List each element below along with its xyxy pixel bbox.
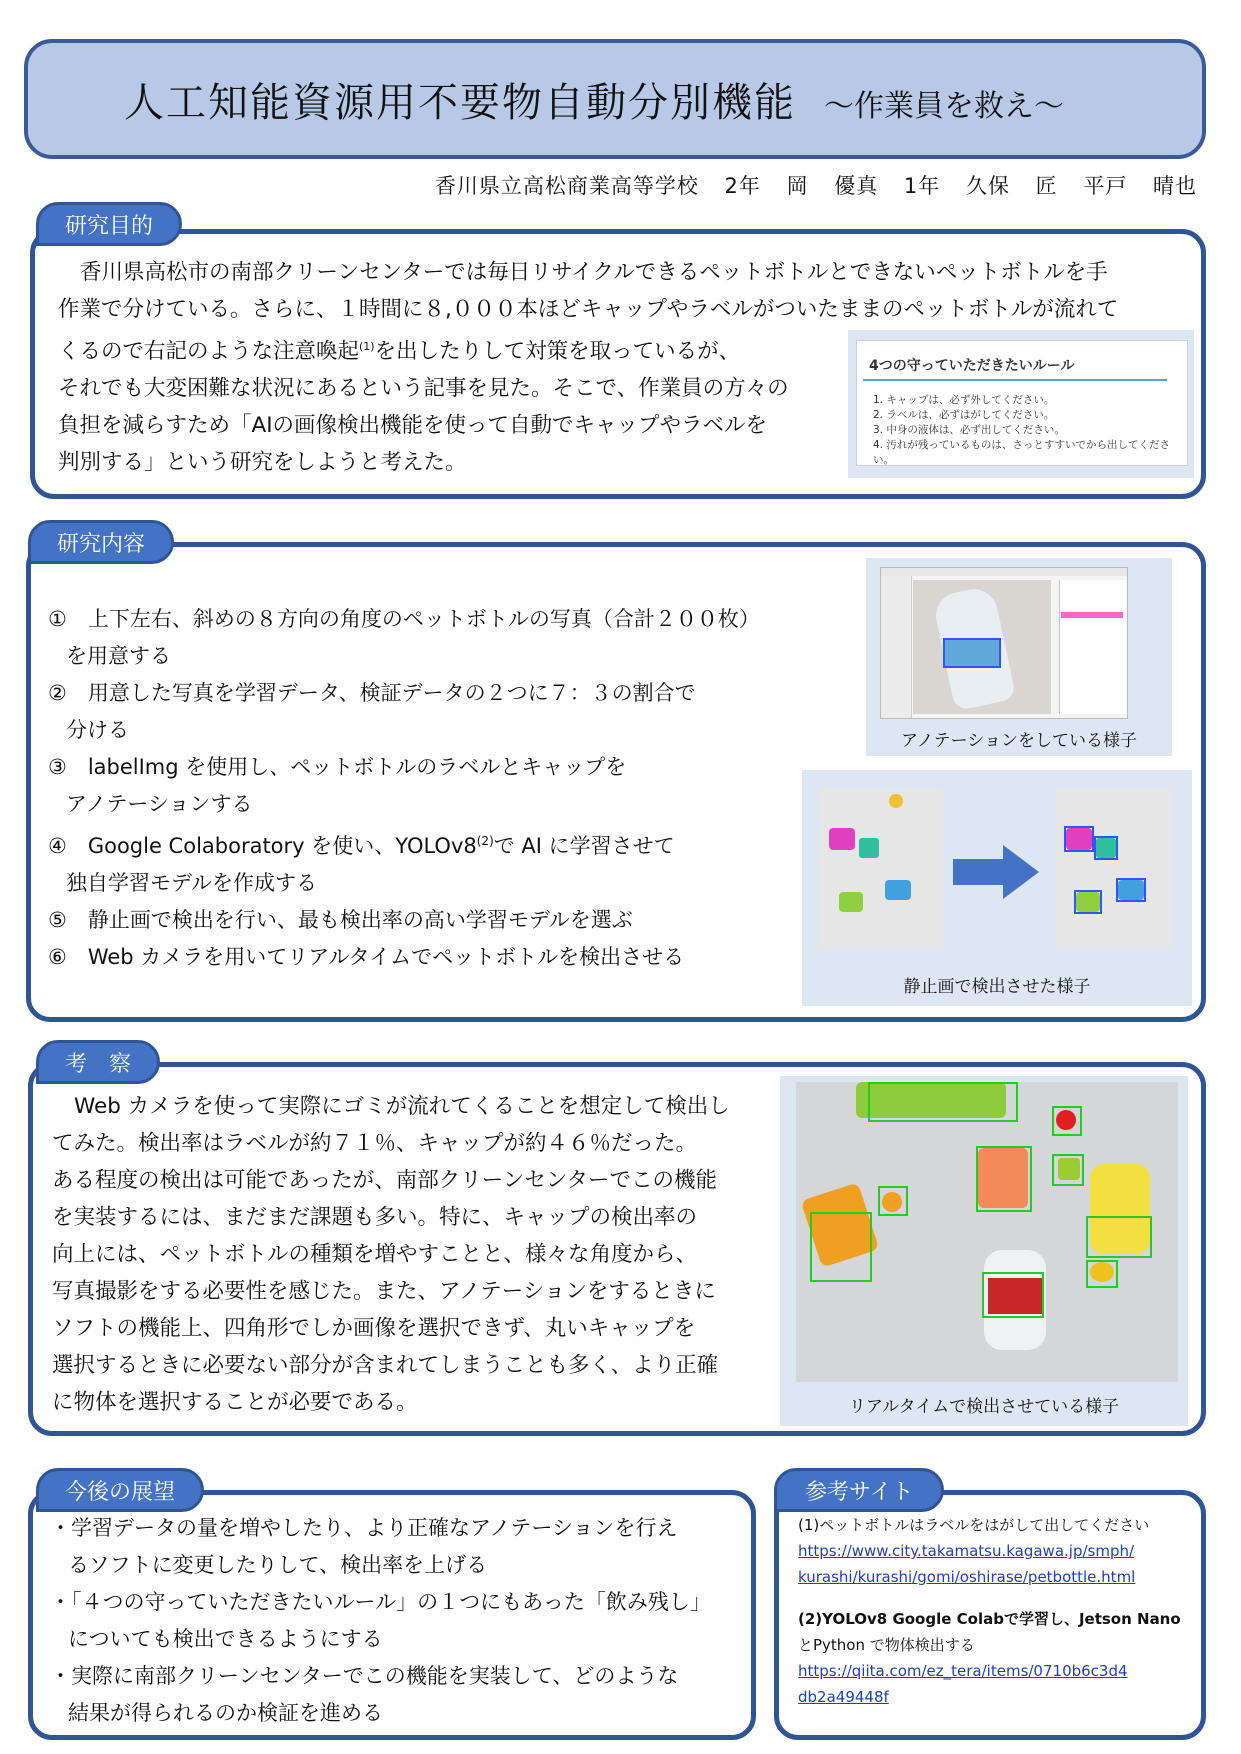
discussion-line: ソフトの機能上、四角形でしか画像を選択できず、丸いキャップを: [52, 1316, 696, 1341]
static-caption: 静止画で検出させた様子: [903, 977, 1091, 997]
detection-box: [1116, 878, 1146, 902]
arrow-head-icon: [1003, 845, 1039, 899]
detection-box: [878, 1186, 908, 1216]
detection-box: [1064, 826, 1094, 852]
page-subtitle: 〜作業員を救え〜: [824, 89, 1064, 124]
rule-item: 2. ラベルは、必ずはがしてください。: [873, 409, 1055, 421]
authors: 香川県立高松商業高等学校 2年 岡 優真 1年 久保 匠 平戸 晴也: [434, 174, 1197, 198]
static-before-photo: [819, 788, 943, 950]
detection-box: [1086, 1260, 1118, 1288]
ref2-title-line2: とPython で物体検出する: [798, 1636, 975, 1654]
ref2-link-line2[interactable]: db2a49448f: [798, 1688, 889, 1706]
discussion-line: Web カメラを使って実際にゴミが流れてくることを想定して検出し: [74, 1094, 730, 1119]
future-heading: 今後の展望: [36, 1468, 204, 1512]
page-title: 人工知能資源用不要物自動分別機能: [124, 80, 796, 126]
content-item-5: ⑤ 静止画で検出を行い、最も検出率の高い学習モデルを選ぶ: [48, 908, 633, 932]
discussion-line: てみた。検出率はラベルが約７１％、キャップが約４６％だった。: [52, 1131, 698, 1156]
detection-box: [810, 1212, 872, 1282]
content-item-3b: アノテーションする: [66, 792, 253, 816]
content-list: [48, 601, 828, 976]
discussion-line: ある程度の検出は可能であったが、南部クリーンセンターでこの機能: [52, 1168, 717, 1193]
purpose-line-2: 作業で分けている。さらに、１時間に８,０００本ほどキャップやラベルがついたままのペットボトルが流れて: [58, 297, 1119, 322]
realtime-detection-photo: [796, 1082, 1178, 1382]
purpose-line-1: 香川県高松市の南部クリーンセンターでは毎日リサイクルできるペットボトルとできないペットボトルを手: [80, 260, 1108, 285]
ref1-link-line1[interactable]: https://www.city.takamatsu.kagawa.jp/smph/: [798, 1542, 1135, 1560]
ref2-link-line1[interactable]: https://qiita.com/ez_tera/items/0710b6c3d4: [798, 1662, 1128, 1680]
label-bbox: [943, 638, 1001, 668]
footnote-2: (2): [476, 834, 494, 848]
purpose-heading: 研究目的: [36, 202, 182, 246]
rule-item: 4. 汚れが残っているものは、さっとすすいでから出してください。: [873, 439, 1170, 466]
rule-item: 1. キャップは、必ず外してください。: [873, 394, 1055, 406]
title-banner: [24, 39, 1206, 159]
references-list: [798, 1512, 1202, 1710]
future-item-3b: 結果が得られるのか検証を進める: [68, 1701, 383, 1725]
rules-card-title: 4つの守っていただきたいルール: [869, 358, 1075, 374]
arrow-right-icon: [953, 859, 1003, 885]
content-item-4-part2: で AI に学習させて: [493, 834, 675, 858]
references-heading: 参考サイト: [774, 1468, 944, 1512]
purpose-line-3a: くるので右記のような注意喚起: [58, 339, 360, 365]
content-heading: 研究内容: [28, 520, 174, 564]
ref2-title-line1: (2)YOLOv8 Google Colabで学習し、Jetson Nano: [798, 1610, 1181, 1628]
purpose-line-4: それでも大変困難な状況にあるという記事を見た。そこで、作業員の方々の: [58, 376, 789, 402]
future-item-3a: ・実際に南部クリーンセンターでこの機能を実装して、どのような: [50, 1664, 679, 1688]
rules-card-divider: [863, 379, 1167, 381]
detection-box: [1074, 890, 1102, 914]
rule-item: 3. 中身の液体は、必ず出してください。: [873, 424, 1065, 436]
future-item-1a: ・学習データの量を増やしたり、より正確なアノテーションを行え: [50, 1516, 678, 1540]
static-after-photo: [1056, 788, 1172, 950]
purpose-line-3b: を出したりして対策を取っているが、: [374, 339, 741, 365]
future-item-1b: るソフトに変更したりして、検出率を上げる: [68, 1553, 488, 1577]
discussion-line: 写真撮影をする必要性を感じた。また、アノテーションをするときに: [52, 1279, 716, 1304]
content-item-2b: 分ける: [66, 718, 129, 742]
annotation-caption: アノテーションをしている様子: [901, 731, 1137, 751]
rules-card-list: [873, 393, 1187, 468]
future-list: [50, 1510, 750, 1732]
ref1-link-line2[interactable]: kurashi/kurashi/gomi/oshirase/petbottle.html: [798, 1568, 1136, 1586]
purpose-line-6: 判別する」という研究をしようと考えた。: [58, 450, 467, 476]
content-item-4a: [48, 823, 828, 865]
discussion-line: 選択するときに必要ない部分が含まれてしまうことも多く、より正確: [52, 1353, 719, 1378]
discussion-line: に物体を選択することが必要である。: [52, 1390, 418, 1415]
discussion-line: を実装するには、まだまだ課題も多い。特に、キャップの検出率の: [52, 1205, 698, 1230]
content-item-4b: 独自学習モデルを作成する: [66, 871, 317, 895]
future-item-2a: ・「４つの守っていただきたいルール」の１つにもあった「飲み残し」: [50, 1590, 711, 1614]
discussion-line: 向上には、ペットボトルの種類を増やすことと、様々な角度から、: [52, 1242, 698, 1267]
footnote-1: (1): [359, 340, 375, 353]
content-item-1b: を用意する: [66, 644, 171, 668]
content-item-6: ⑥ Web カメラを用いてリアルタイムでペットボトルを検出させる: [48, 945, 685, 969]
detection-box: [868, 1082, 1018, 1122]
detection-box: [1052, 1154, 1084, 1186]
annotation-screenshot: [880, 567, 1128, 719]
detection-box: [1094, 836, 1118, 860]
content-item-4-part1: ④ Google Colaboratory を使い、YOLOv8: [48, 834, 477, 858]
rules-card: [856, 340, 1188, 466]
ref1-title: (1)ペットボトルはラベルをはがして出してください: [798, 1516, 1150, 1534]
detection-box: [982, 1272, 1044, 1318]
detection-box: [976, 1146, 1032, 1212]
content-item-1a: ① 上下左右、斜めの８方向の角度のペットボトルの写真（合計２００枚）: [48, 607, 760, 631]
detection-box: [1052, 1106, 1082, 1136]
realtime-caption: リアルタイムで検出させている様子: [848, 1397, 1120, 1417]
purpose-line-5: 負担を減らすため「AIの画像検出機能を使って自動でキャップやラベルを: [58, 413, 768, 439]
detection-box: [1086, 1216, 1152, 1258]
content-item-3a: ③ labelImg を使用し、ペットボトルのラベルとキャップを: [48, 755, 627, 779]
discussion-text: [52, 1088, 792, 1421]
discussion-heading: 考 察: [36, 1040, 160, 1084]
future-item-2b: についても検出できるようにする: [68, 1627, 383, 1651]
content-item-2a: ② 用意した写真を学習データ、検証データの２つに７：３の割合で: [48, 681, 696, 705]
